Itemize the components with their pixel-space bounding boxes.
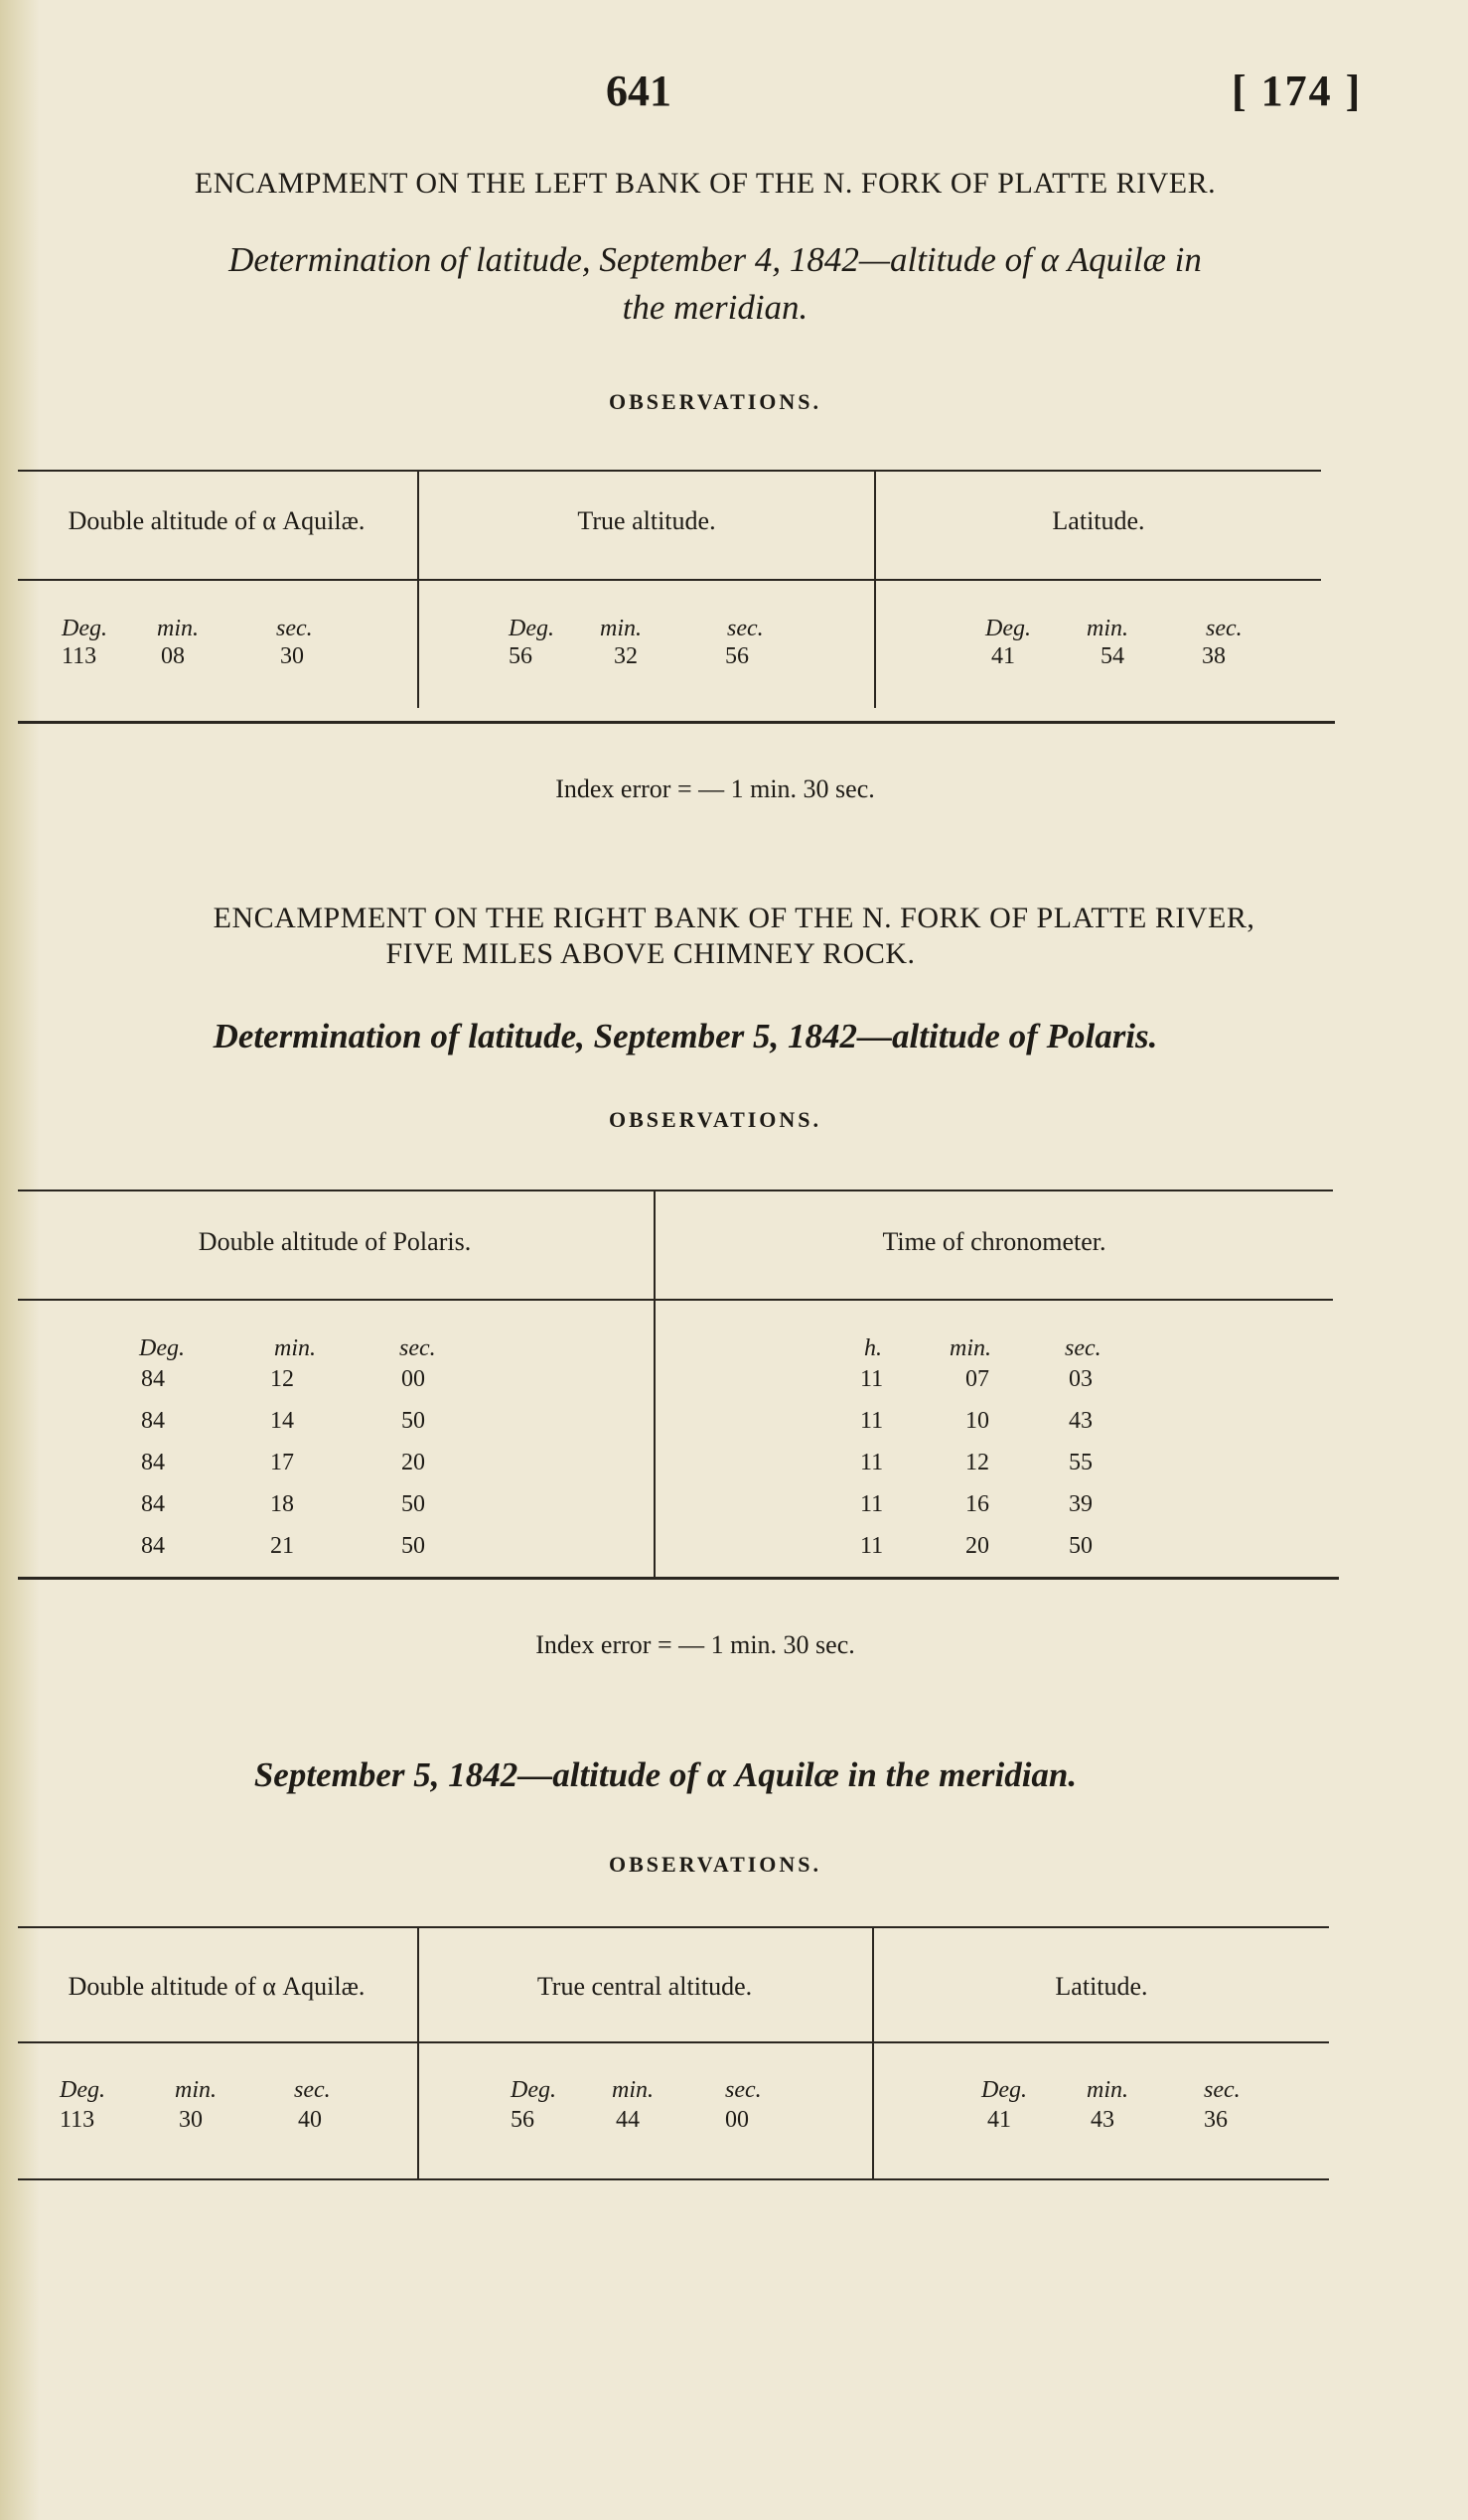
table-cell: 50: [401, 1408, 425, 1434]
unit-label: sec.: [276, 616, 313, 641]
table-top-rule: [18, 1926, 1329, 1928]
section2-heading-line2: FIVE MILES ABOVE CHIMNEY ROCK.: [385, 937, 916, 970]
unit-label: h.: [864, 1335, 882, 1361]
table-cell: 20: [965, 1533, 989, 1559]
table-cell: 21: [270, 1533, 294, 1559]
table-cell: 113: [60, 2107, 95, 2133]
table-cell: 30: [179, 2107, 203, 2133]
table-cell: 39: [1069, 1491, 1093, 1517]
column-header: Double altitude of α Aquilæ.: [68, 506, 366, 535]
section1-subtitle-line2: the meridian.: [622, 288, 808, 327]
table-cell: 54: [1101, 643, 1124, 669]
section1-heading: ENCAMPMENT ON THE LEFT BANK OF THE N. FORK OF PLATTE RIVER.: [194, 167, 1217, 200]
table-cell: 50: [401, 1533, 425, 1559]
table-cell: 84: [141, 1450, 165, 1475]
unit-label: sec.: [725, 2077, 762, 2103]
table-cell: 16: [965, 1491, 989, 1517]
unit-label: sec.: [1206, 616, 1243, 641]
section2-heading-line1: ENCAMPMENT ON THE RIGHT BANK OF THE N. FORK OF PLATTE RIVER,: [213, 902, 1255, 934]
header-rule: [18, 1299, 1333, 1301]
table-cell: 11: [860, 1366, 884, 1392]
unit-label: sec.: [1065, 1335, 1101, 1361]
table-cell: 43: [1069, 1408, 1093, 1434]
column-header: Double altitude of Polaris.: [198, 1227, 472, 1256]
unit-label: Deg.: [509, 616, 554, 641]
unit-label: min.: [274, 1335, 316, 1361]
column-divider: [417, 470, 419, 708]
table-cell: 11: [860, 1491, 884, 1517]
table-cell: 38: [1202, 643, 1226, 669]
table-cell: 20: [401, 1450, 425, 1475]
table-cell: 03: [1069, 1366, 1093, 1392]
table-cell: 43: [1091, 2107, 1114, 2133]
table-cell: 84: [141, 1533, 165, 1559]
table-cell: 14: [270, 1408, 294, 1434]
column-header: Double altitude of α Aquilæ.: [68, 1972, 366, 2001]
column-header: Time of chronometer.: [882, 1227, 1106, 1256]
table-cell: 50: [1069, 1533, 1093, 1559]
unit-label: min.: [612, 2077, 654, 2103]
table-cell: 36: [1204, 2107, 1228, 2133]
page-edge: [0, 0, 40, 2520]
table-cell: 18: [270, 1491, 294, 1517]
table-cell: 44: [616, 2107, 640, 2133]
table-cell: 32: [614, 643, 638, 669]
column-header: Latitude.: [1052, 506, 1145, 535]
unit-label: Deg.: [139, 1335, 185, 1361]
table-bottom-rule: [18, 1577, 1339, 1580]
table-cell: 113: [62, 643, 97, 669]
table-cell: 07: [965, 1366, 989, 1392]
table-cell: 56: [509, 643, 532, 669]
table-cell: 41: [991, 643, 1015, 669]
table-cell: 12: [965, 1450, 989, 1475]
table-cell: 11: [860, 1450, 884, 1475]
table-cell: 00: [725, 2107, 749, 2133]
table-cell: 11: [860, 1533, 884, 1559]
table-cell: 84: [141, 1408, 165, 1434]
table-cell: 12: [270, 1366, 294, 1392]
column-divider: [872, 1926, 874, 2179]
section1-subtitle-line1: Determination of latitude, September 4, 1842—altitude of α Aquilæ in: [228, 240, 1202, 279]
page-header: [0, 60, 1468, 139]
column-header: True altitude.: [577, 506, 716, 535]
section2-observations-label: OBSERVATIONS.: [608, 1107, 822, 1132]
column-divider: [417, 1926, 419, 2179]
unit-label: sec.: [727, 616, 764, 641]
table-cell: 84: [141, 1491, 165, 1517]
page-number: 641: [606, 67, 671, 115]
unit-label: Deg.: [981, 2077, 1027, 2103]
unit-label: Deg.: [985, 616, 1031, 641]
table-cell: 56: [511, 2107, 534, 2133]
section3-subtitle: September 5, 1842—altitude of α Aquilæ in the meridian.: [253, 1755, 1078, 1794]
table-top-rule: [18, 470, 1321, 472]
table-cell: 41: [987, 2107, 1011, 2133]
unit-label: min.: [1087, 2077, 1128, 2103]
table-cell: 17: [270, 1450, 294, 1475]
unit-label: sec.: [1204, 2077, 1241, 2103]
section3-observations-label: OBSERVATIONS.: [608, 1852, 822, 1877]
table-cell: 08: [161, 643, 185, 669]
section1-index-error: Index error = — 1 min. 30 sec.: [555, 774, 875, 803]
table-bottom-rule: [18, 721, 1335, 724]
table-bottom-rule: [18, 2178, 1329, 2180]
section1-observations-label: OBSERVATIONS.: [608, 389, 822, 414]
unit-label: min.: [950, 1335, 991, 1361]
table-cell: 10: [965, 1408, 989, 1434]
section2-index-error: Index error = — 1 min. 30 sec.: [535, 1630, 855, 1659]
unit-label: min.: [175, 2077, 217, 2103]
unit-label: min.: [1087, 616, 1128, 641]
header-rule: [18, 2041, 1329, 2043]
table-cell: 84: [141, 1366, 165, 1392]
header-rule: [18, 579, 1321, 581]
section2-subtitle: Determination of latitude, September 5, 1842—altitude of Polaris.: [213, 1017, 1158, 1055]
column-header: Latitude.: [1055, 1972, 1148, 2001]
unit-label: Deg.: [60, 2077, 105, 2103]
table-cell: 11: [860, 1408, 884, 1434]
unit-label: Deg.: [62, 616, 107, 641]
table-top-rule: [18, 1190, 1333, 1191]
table-cell: 00: [401, 1366, 425, 1392]
unit-label: min.: [600, 616, 642, 641]
unit-label: Deg.: [511, 2077, 556, 2103]
document-number: [ 174 ]: [1232, 67, 1363, 115]
unit-label: min.: [157, 616, 199, 641]
column-header: True central altitude.: [536, 1972, 753, 2001]
unit-label: sec.: [399, 1335, 436, 1361]
table-cell: 55: [1069, 1450, 1093, 1475]
table-cell: 30: [280, 643, 304, 669]
table-cell: 56: [725, 643, 749, 669]
unit-label: sec.: [294, 2077, 331, 2103]
column-divider: [874, 470, 876, 708]
table-cell: 40: [298, 2107, 322, 2133]
table-cell: 50: [401, 1491, 425, 1517]
